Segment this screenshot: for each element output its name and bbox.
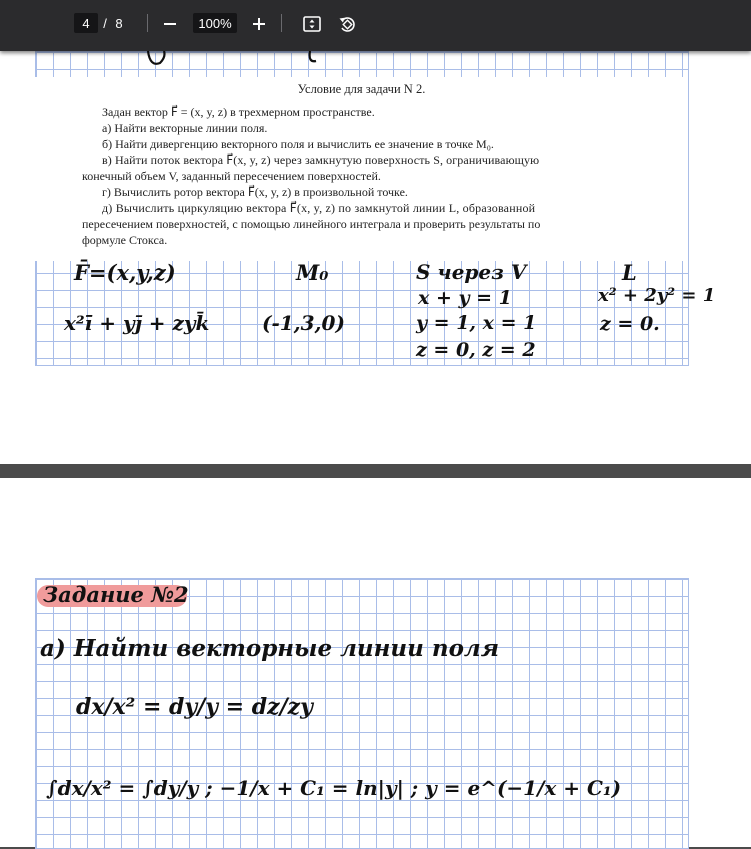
pdf-page xyxy=(0,51,751,464)
task-title: Условие для задачи N 2. xyxy=(297,82,426,96)
toolbar-divider xyxy=(281,14,282,32)
handwritten-F: F̄=(x,y,z) xyxy=(74,260,176,285)
handwritten-F-value: x²ī + yj̄ + zyk̄ xyxy=(64,311,210,335)
task-banner-title: Задание №2 xyxy=(43,582,189,607)
task-line: конечный объем V, заданный пересечением поверхностей. xyxy=(82,169,381,183)
page-separator: / xyxy=(103,15,107,31)
handwritten-S-line: y = 1, x = 1 xyxy=(416,312,537,334)
task-line: б) Найти дивергенцию векторного поля и вычислить ее значение в точке M₀. xyxy=(102,137,494,151)
task-line: Задан вектор F⃗ = (x, y, z) в трехмерном пространстве. xyxy=(102,105,375,119)
pdf-page xyxy=(0,478,751,847)
fit-page-icon xyxy=(303,16,321,32)
rotate-button[interactable] xyxy=(334,11,360,37)
equation-line: dx/x² = dy/y = dz/zy xyxy=(76,694,313,720)
handwritten-S-line: z = 0, z = 2 xyxy=(416,339,536,361)
handwritten-L: L xyxy=(622,260,637,285)
zoom-level-input[interactable]: 100% xyxy=(193,13,237,33)
page-total: 8 xyxy=(115,15,123,31)
task-line: пересечением поверхностей, с помощью линейного интеграла и проверить результаты по xyxy=(82,217,541,231)
handwriting-fragment xyxy=(140,51,340,71)
handwritten-S: S через V xyxy=(416,260,527,284)
handwritten-S-line: x + y = 1 xyxy=(418,287,512,309)
pdf-toolbar xyxy=(0,0,751,51)
task-line: д) Вычислить циркуляцию вектора F⃗(x, y, z) по замкнутой линии L, образованной xyxy=(102,201,536,215)
printed-task-conditions xyxy=(35,77,688,261)
task-line: г) Вычислить ротор вектора F⃗(x, y, z) в произвольной точке. xyxy=(102,185,408,199)
handwritten-L-line: x² + 2y² = 1 xyxy=(598,285,716,306)
handwritten-M0: M₀ xyxy=(296,260,329,285)
fit-page-button[interactable] xyxy=(299,11,325,37)
minus-icon xyxy=(163,17,177,31)
zoom-out-button[interactable] xyxy=(157,11,183,37)
equation-line: ∫dx/x² = ∫dy/y ; −1/x + C₁ = ln|y| ; y = e^(−1/x + C₁) xyxy=(46,776,622,800)
page-number-input[interactable]: 4 xyxy=(74,13,98,33)
toolbar-divider xyxy=(147,14,148,32)
task-line: формуле Стокса. xyxy=(82,233,168,247)
task-line: а) Найти векторные линии поля. xyxy=(102,121,268,135)
rotate-icon xyxy=(338,15,356,33)
handwritten-M0-value: (-1,3,0) xyxy=(262,311,345,335)
subtask-heading: а) Найти векторные линии поля xyxy=(40,635,500,662)
zoom-in-button[interactable] xyxy=(246,11,272,37)
plus-icon xyxy=(252,17,266,31)
task-line: в) Найти поток вектора F⃗(x, y, z) через замкнутую поверхность S, ограничивающую xyxy=(102,153,540,167)
handwritten-L-line: z = 0. xyxy=(600,313,660,335)
